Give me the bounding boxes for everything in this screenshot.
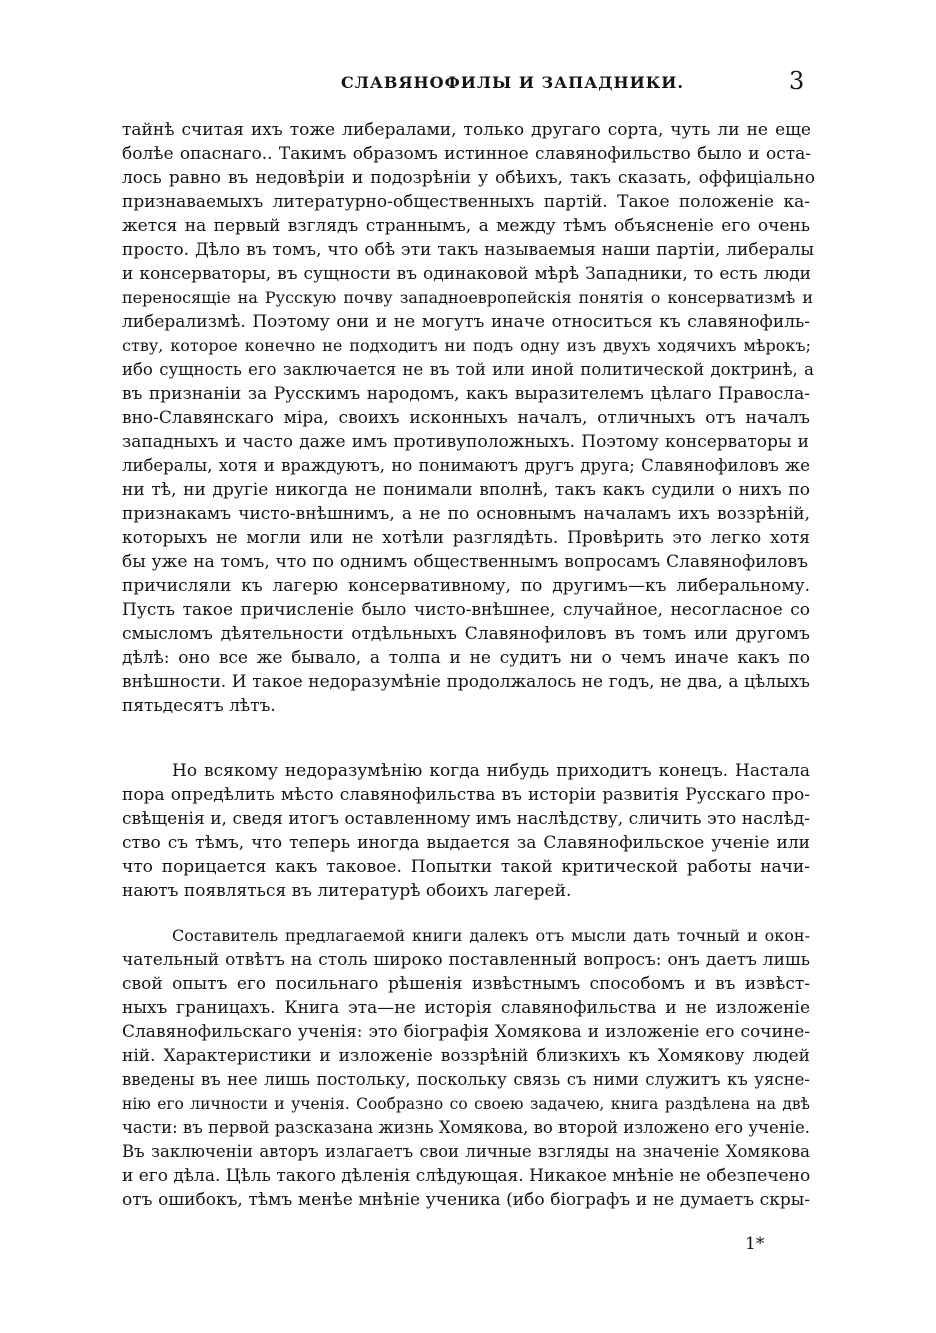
text-line: и его дѣла. Цѣль такого дѣленія слѣдующая. Никакое мнѣніе не обезпечено — [122, 1166, 811, 1186]
text-line: Въ заключеніи авторъ излагаетъ свои личные взгляды на значеніе Хомякова — [122, 1142, 810, 1161]
text-line: западныхъ и часто даже имъ противуположныхъ. Поэтому консерваторы и — [122, 432, 809, 452]
text-line: причисляли къ лагерю консервативному, по другимъ—къ либеральному. — [122, 576, 810, 596]
text-line: либералы, хотя и враждуютъ, но понимаютъ другъ друга; Славянофиловъ же — [122, 456, 810, 475]
text-line: нію его личности и ученія. Сообразно со своею задачею, книга раздѣлена на двѣ — [122, 1095, 810, 1113]
text-line: либерализмѣ. Поэтому они и не могутъ иначе относиться къ славянофиль- — [122, 312, 810, 332]
text-line: Пусть такое причисленіе было чисто-внѣшнее, случайное, несогласное со — [122, 600, 810, 620]
text-line: которыхъ не могли или не хотѣли разглядѣть. Провѣрить это легко хотя — [122, 528, 810, 548]
text-line: смысломъ дѣятельности отдѣльныхъ Славянофиловъ въ томъ или другомъ — [122, 624, 810, 644]
text-line: ибо сущность его заключается не въ той или иной политической доктринѣ, а — [122, 360, 814, 379]
text-line: ству, которое конечно не подходитъ ни подъ одну изъ двухъ ходячихъ мѣрокъ; — [122, 336, 811, 355]
text-line: и консерваторы, въ сущности въ одинаковой мѣрѣ Западники, то есть люди — [122, 264, 811, 284]
signature-mark: 1* — [745, 1234, 765, 1254]
text-line: ство съ тѣмъ, что теперь иногда выдается за Славянофильское ученіе или — [122, 833, 810, 853]
text-line: введены въ нее лишь постольку, поскольку связь съ ними служитъ къ уясне- — [122, 1070, 810, 1089]
text-line: отъ ошибокъ, тѣмъ менѣе мнѣніе ученика (ибо біографъ и не думаетъ скры- — [122, 1190, 810, 1210]
text-line: бы уже на томъ, что по однимъ общественнымъ вопросамъ Славянофиловъ — [122, 552, 808, 572]
text-line: тайнѣ считая ихъ тоже либералами, только другаго сорта, чуть ли не еще — [122, 120, 811, 140]
page-number: 3 — [789, 67, 805, 95]
text-line: чательный отвѣтъ на столь широко поставленный вопросъ: онъ даетъ лишь — [122, 950, 810, 970]
text-line: признакамъ чисто-внѣшнимъ, а не по основнымъ началамъ ихъ воззрѣній, — [122, 504, 810, 524]
text-line: въ признаніи за Русскимъ народомъ, какъ выразителемъ цѣлаго Правосла- — [122, 384, 810, 404]
text-line: болѣе опаснаго.. Такимъ образомъ истинное славянофильство было и оста- — [122, 144, 811, 164]
text-line: наютъ появляться въ литературѣ обоихъ лагерей. — [122, 881, 572, 901]
text-line: переносящіе на Русскую почву западноевропейскія понятія о консерватизмѣ и — [122, 288, 813, 307]
text-line: жется на первый взглядъ страннымъ, а между тѣмъ объясненіе его очень — [122, 216, 810, 236]
text-line: пора опредѣлить мѣсто славянофильства въ исторіи развитія Русскаго про- — [122, 785, 810, 805]
text-line: дѣлѣ: оно все же бывало, а толпа и не судитъ ни о чемъ иначе какъ по — [122, 648, 810, 668]
text-line: Славянофильскаго ученія: это біографія Хомякова и изложеніе его сочине- — [122, 1022, 810, 1042]
text-line: признаваемыхъ литературно-общественныхъ партій. Такое положеніе ка- — [122, 192, 810, 212]
text-line: внѣшности. И такое недоразумѣніе продолжалось не годъ, не два, а цѣлыхъ — [122, 672, 810, 692]
text-line: что порицается какъ таковое. Попытки такой критической работы начи- — [122, 857, 810, 877]
text-line: Но всякому недоразумѣнію когда нибудь приходитъ конецъ. Настала — [172, 761, 810, 781]
text-line: ній. Характеристики и изложеніе воззрѣній близкихъ къ Хомякову людей — [122, 1046, 810, 1066]
text-line: лось равно въ недовѣріи и подозрѣніи у обѣихъ, такъ сказать, оффиціально — [122, 168, 815, 188]
text-line: просто. Дѣло въ томъ, что обѣ эти такъ называемыя наши партіи, либералы — [122, 240, 814, 260]
running-title: СЛАВЯНОФИЛЫ И ЗАПАДНИКИ. — [341, 73, 684, 92]
text-line: свой опытъ его посильнаго рѣшенія извѣстнымъ способомъ и въ извѣст- — [122, 974, 810, 994]
text-line: части: въ первой разсказана жизнь Хомякова, во второй изложено его ученіе. — [122, 1118, 810, 1137]
text-line: Составитель предлагаемой книги далекъ отъ мысли дать точный и окон- — [172, 926, 810, 945]
text-line: вно-Славянскаго міра, своихъ исконныхъ началъ, отличныхъ отъ началъ — [122, 408, 810, 428]
text-line: ныхъ границахъ. Книга эта—не исторія славянофильства и не изложеніе — [122, 998, 810, 1018]
text-line: пятьдесятъ лѣтъ. — [122, 696, 276, 716]
text-line: ни тѣ, ни другіе никогда не понимали вполнѣ, такъ какъ судили о нихъ по — [122, 480, 810, 500]
text-line: свѣщенія и, сведя итогъ оставленному имъ наслѣдству, сличить это наслѣд- — [122, 809, 810, 829]
